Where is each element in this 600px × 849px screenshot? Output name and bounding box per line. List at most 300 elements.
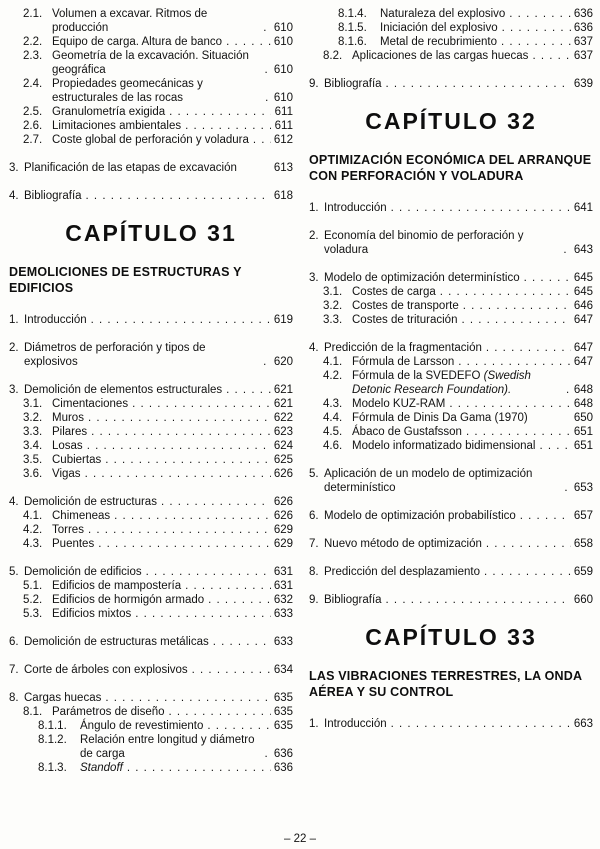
page-number: 660 <box>573 594 593 606</box>
toc-group <box>9 7 293 147</box>
page-number: 626 <box>273 468 293 480</box>
dot-leader <box>566 383 571 397</box>
toc-group <box>9 691 293 775</box>
dot-leader <box>466 425 571 439</box>
entry-title <box>24 383 222 397</box>
entry-number: 3.1. <box>23 398 43 410</box>
entry-number: 3.5. <box>23 454 43 466</box>
dot-leader <box>263 21 271 35</box>
entry-number: 4. <box>9 190 19 202</box>
entry-title <box>324 271 520 285</box>
page-number: 622 <box>273 412 293 424</box>
toc-entry <box>9 35 293 49</box>
entry-title-text: Planificación de las etapas de excavación <box>24 162 237 174</box>
entry-title <box>52 607 131 621</box>
entry-title <box>324 77 382 91</box>
toc-entry <box>9 663 293 677</box>
dot-leader <box>226 35 271 49</box>
column-2 <box>309 7 593 789</box>
entry-number: 4.6. <box>323 440 343 452</box>
entry-title <box>324 229 559 257</box>
toc-entry <box>309 717 593 731</box>
entry-title <box>380 21 498 35</box>
toc-group <box>9 565 293 621</box>
entry-number: 6. <box>9 636 19 648</box>
entry-number: 4.2. <box>23 524 43 536</box>
toc-entry <box>309 369 593 397</box>
page-number: 633 <box>273 608 293 620</box>
entry-title-text: Demolición de elementos estructurales <box>24 384 223 396</box>
page-number: 651 <box>573 426 593 438</box>
entry-title-text: Naturaleza del explosivo <box>380 8 506 20</box>
entry-title-text: Fórmula de Dinis Da Gama (1970) <box>352 412 528 424</box>
entry-title-text: Propiedades geomecánicas y estructurales de las rocas <box>52 78 203 104</box>
entry-title-text: Bibliografía <box>24 190 82 202</box>
entry-title <box>324 467 560 495</box>
dot-leader <box>185 579 271 593</box>
entry-number: 3.1. <box>323 286 343 298</box>
entry-number: 8.1.3. <box>38 762 67 774</box>
entry-title-text: Ábaco de Gustafsson <box>352 426 462 438</box>
entry-number: 8.1. <box>23 706 43 718</box>
toc-group <box>9 495 293 551</box>
entry-title-text: Standoff <box>80 762 123 774</box>
entry-number: 3.6. <box>23 468 43 480</box>
entry-number: 2.7. <box>23 134 43 146</box>
toc-entry <box>9 705 293 719</box>
entry-number: 5.1. <box>23 580 43 592</box>
entry-title-text: Vigas <box>52 468 81 480</box>
dot-leader <box>486 537 571 551</box>
dot-leader <box>484 565 571 579</box>
entry-title <box>52 397 128 411</box>
toc-group <box>309 229 593 257</box>
entry-number: 8.1.5. <box>338 22 367 34</box>
page-number: 632 <box>273 594 293 606</box>
entry-title <box>380 35 497 49</box>
toc-entry <box>309 439 593 453</box>
entry-title <box>52 105 165 119</box>
entry-number: 2.5. <box>23 106 43 118</box>
toc-columns <box>9 7 593 789</box>
entry-title <box>80 761 123 775</box>
entry-number: 9. <box>309 78 319 90</box>
entry-title <box>24 161 237 175</box>
toc-group <box>9 383 293 481</box>
entry-number: 2.2. <box>23 36 43 48</box>
dot-leader <box>161 495 271 509</box>
page-number: 648 <box>573 398 593 410</box>
toc-entry <box>309 299 593 313</box>
dot-leader <box>440 285 571 299</box>
dot-leader <box>461 313 571 327</box>
entry-title-text: Parámetros de diseño <box>52 706 165 718</box>
entry-number: 8.1.2. <box>38 734 67 746</box>
entry-title <box>52 439 83 453</box>
dot-leader <box>213 635 271 649</box>
entry-title-text: Demolición de edificios <box>24 566 142 578</box>
entry-title <box>52 523 84 537</box>
page-number: 636 <box>273 762 293 774</box>
entry-title <box>352 285 436 299</box>
entry-title <box>52 467 81 481</box>
page-number: 643 <box>573 244 593 256</box>
entry-title <box>324 201 387 215</box>
page-number: 653 <box>573 482 593 494</box>
entry-number: 9. <box>309 594 319 606</box>
entry-title <box>352 313 457 327</box>
entry-title <box>52 453 101 467</box>
toc-entry <box>9 691 293 705</box>
toc-entry <box>309 425 593 439</box>
entry-title <box>324 537 482 551</box>
entry-title-text: Edificios de mampostería <box>52 580 182 592</box>
toc-entry <box>9 453 293 467</box>
toc-group <box>9 161 293 175</box>
dot-leader <box>265 91 271 105</box>
page-number: 633 <box>273 636 293 648</box>
dot-leader <box>105 691 271 705</box>
dot-leader <box>132 397 271 411</box>
dot-leader <box>501 35 571 49</box>
entry-title-text: Ángulo de revestimiento <box>80 720 204 732</box>
page-number: 645 <box>573 272 593 284</box>
entry-title <box>352 425 462 439</box>
chapter-subtitle: DEMOLICIONES DE ESTRUCTURAS Y EDIFICIOS <box>9 265 242 295</box>
entry-title <box>52 411 84 425</box>
page-number: 635 <box>273 720 293 732</box>
page-number: 610 <box>273 92 293 104</box>
page-number: 626 <box>273 496 293 508</box>
entry-title <box>52 579 181 593</box>
entry-title-text: Modelo de optimización probabilístico <box>324 510 516 522</box>
entry-number: 2.3. <box>23 50 43 62</box>
entry-title-text: Cargas huecas <box>24 692 102 704</box>
column-1 <box>9 7 293 789</box>
dot-leader <box>391 717 571 731</box>
entry-title-text: Torres <box>52 524 84 536</box>
toc-entry <box>9 537 293 551</box>
dot-leader <box>91 313 271 327</box>
page-number: 619 <box>273 314 293 326</box>
page-number: 651 <box>573 440 593 452</box>
toc-group <box>9 635 293 649</box>
toc-group <box>309 7 593 63</box>
entry-title <box>324 509 516 523</box>
entry-title-text: Introducción <box>324 202 387 214</box>
dot-leader <box>263 355 271 369</box>
entry-title-text: Economía del binomio de perforación y voladura <box>324 230 524 256</box>
page-footer: – 22 – <box>284 833 316 845</box>
page-number: 612 <box>273 134 293 146</box>
page-number: 631 <box>273 566 293 578</box>
dot-leader <box>265 747 271 761</box>
dot-leader <box>391 201 571 215</box>
page-number: 647 <box>573 314 593 326</box>
entry-title-text: Predicción de la fragmentación <box>324 342 482 354</box>
toc-entry <box>9 119 293 133</box>
dot-leader <box>386 593 571 607</box>
toc-group <box>9 189 293 203</box>
dot-leader <box>502 21 571 35</box>
page-number: 610 <box>273 22 293 34</box>
page-number: 621 <box>273 384 293 396</box>
entry-title-text: Pilares <box>52 426 88 438</box>
entry-title-text: Metal de recubrimiento <box>380 36 497 48</box>
entry-title-text: Diámetros de perforación y tipos de explosivos <box>24 342 206 368</box>
page-number: 646 <box>573 300 593 312</box>
toc-group <box>309 717 593 731</box>
entry-title <box>352 439 535 453</box>
entry-number: 4. <box>9 496 19 508</box>
entry-number: 2.6. <box>23 120 43 132</box>
entry-title-text: Bibliografía <box>324 594 382 606</box>
chapter-heading: CAPÍTULO 31 <box>65 220 237 246</box>
entry-title-text: Aplicaciones de las cargas huecas <box>352 50 529 62</box>
toc-entry <box>9 189 293 203</box>
page-number: 611 <box>274 106 293 118</box>
entry-number: 7. <box>309 538 319 550</box>
page-number: 647 <box>573 356 593 368</box>
toc-entry <box>309 593 593 607</box>
toc-entry <box>9 607 293 621</box>
chapter-heading: CAPÍTULO 32 <box>365 108 537 134</box>
entry-title <box>52 509 110 523</box>
toc-group <box>309 593 593 607</box>
entry-title <box>52 7 259 35</box>
dot-leader <box>449 397 571 411</box>
dot-leader <box>146 565 271 579</box>
toc-entry <box>309 341 593 355</box>
page-number: 621 <box>273 398 293 410</box>
page-number: 657 <box>573 510 593 522</box>
toc-entry <box>9 733 293 761</box>
page-number: 635 <box>273 692 293 704</box>
dot-leader <box>192 663 271 677</box>
dot-leader <box>264 63 271 77</box>
chapter-heading: CAPÍTULO 33 <box>365 624 537 650</box>
toc-entry <box>9 495 293 509</box>
page-number: 624 <box>273 440 293 452</box>
chapter-subtitle: LAS VIBRACIONES TERRESTRES, LA ONDA AÉREA Y SU CONTROL <box>309 669 582 699</box>
dot-leader <box>486 341 571 355</box>
entry-title <box>352 49 528 63</box>
entry-number: 8.1.6. <box>338 36 367 48</box>
entry-number: 5. <box>309 468 319 480</box>
toc-entry <box>9 313 293 327</box>
entry-number: 2. <box>309 230 319 242</box>
page-number: 610 <box>273 64 293 76</box>
entry-title <box>352 411 528 425</box>
entry-number: 5.2. <box>23 594 43 606</box>
entry-number: 3.4. <box>23 440 43 452</box>
entry-title <box>52 49 260 77</box>
page-number: 636 <box>573 22 593 34</box>
toc-entry <box>309 509 593 523</box>
dot-leader <box>86 189 271 203</box>
page-number: 641 <box>573 202 593 214</box>
entry-title-text: Coste global de perforación y voladura <box>52 134 249 146</box>
toc-group <box>309 341 593 453</box>
toc-group <box>309 565 593 579</box>
toc-entry <box>9 425 293 439</box>
entry-title-text: Limitaciones ambientales <box>52 120 182 132</box>
entry-number: 4.2. <box>323 370 343 382</box>
page-number: 659 <box>573 566 593 578</box>
entry-title-segment: Fórmula de la SVEDEFO <box>352 370 484 382</box>
entry-title <box>324 717 387 731</box>
toc-entry <box>309 355 593 369</box>
entry-number: 3. <box>9 384 19 396</box>
entry-number: 4.1. <box>23 510 43 522</box>
toc-entry <box>309 77 593 91</box>
toc-entry <box>309 271 593 285</box>
dot-leader <box>91 425 271 439</box>
dot-leader <box>98 537 271 551</box>
entry-number: 3. <box>9 162 19 174</box>
entry-title <box>52 593 204 607</box>
entry-title <box>24 691 101 705</box>
page-number: 634 <box>273 664 293 676</box>
page-number: 645 <box>573 286 593 298</box>
page-number: 625 <box>273 454 293 466</box>
toc-entry <box>309 565 593 579</box>
page-number: 611 <box>274 120 293 132</box>
toc-group <box>9 341 293 369</box>
entry-title <box>52 35 222 49</box>
entry-title-segment: (Swedish Detonic Research Foundation). <box>352 370 531 396</box>
toc-entry <box>309 201 593 215</box>
dot-leader <box>185 119 271 133</box>
page-number: 631 <box>273 580 293 592</box>
entry-title-text: Equipo de carga. Altura de banco <box>52 36 223 48</box>
toc-entry <box>9 761 293 775</box>
page-number: 626 <box>273 510 293 522</box>
entry-title-text: Demolición de estructuras <box>24 496 157 508</box>
dot-leader <box>114 509 271 523</box>
entry-number: 3. <box>309 272 319 284</box>
page-number: 629 <box>273 538 293 550</box>
toc-entry <box>309 467 593 495</box>
entry-title-text: Volumen a excavar. Ritmos de producción <box>52 8 208 34</box>
dot-leader <box>386 77 571 91</box>
dot-leader <box>463 299 571 313</box>
entry-title-text: Costes de trituración <box>352 314 458 326</box>
toc-entry <box>309 285 593 299</box>
entry-title-text: Edificios de hormigón armado <box>52 594 205 606</box>
dot-leader <box>253 133 271 147</box>
entry-number: 3.2. <box>23 412 43 424</box>
toc-entry <box>9 7 293 35</box>
toc-group <box>309 537 593 551</box>
dot-leader <box>85 467 271 481</box>
entry-number: 2. <box>9 342 19 354</box>
entry-title-text: Costes de carga <box>352 286 436 298</box>
page-number: 636 <box>273 748 293 760</box>
page-number: 650 <box>573 412 593 424</box>
dot-leader <box>564 481 571 495</box>
entry-title <box>52 133 249 147</box>
page-number: 629 <box>273 524 293 536</box>
toc-group <box>9 663 293 677</box>
page-number: 636 <box>573 8 593 20</box>
entry-title <box>24 313 87 327</box>
entry-number: 4.5. <box>323 426 343 438</box>
toc-entry <box>9 509 293 523</box>
entry-title-text: Cubiertas <box>52 454 102 466</box>
entry-title <box>352 397 445 411</box>
entry-title <box>52 705 165 719</box>
entry-number: 8.1.1. <box>38 720 67 732</box>
entry-number: 8. <box>309 566 319 578</box>
dot-leader <box>539 439 571 453</box>
entry-number: 4.3. <box>23 538 43 550</box>
page-number: 618 <box>273 190 293 202</box>
dot-leader <box>226 383 271 397</box>
entry-number: 3.2. <box>323 300 343 312</box>
toc-group <box>9 313 293 327</box>
entry-title-text: Losas <box>52 440 83 452</box>
toc-entry <box>9 635 293 649</box>
entry-title-text: Edificios mixtos <box>52 608 132 620</box>
entry-number: 6. <box>309 510 319 522</box>
toc-group <box>309 509 593 523</box>
page-number: 610 <box>273 36 293 48</box>
toc-entry <box>309 7 593 21</box>
entry-number: 1. <box>9 314 19 326</box>
toc-entry <box>9 565 293 579</box>
page-number: 639 <box>573 78 593 90</box>
toc-entry <box>9 383 293 397</box>
entry-title <box>52 537 94 551</box>
entry-title-text: Modelo KUZ-RAM <box>352 398 446 410</box>
page-number: 648 <box>573 384 593 396</box>
page-number: 620 <box>273 356 293 368</box>
dot-leader <box>169 705 271 719</box>
toc-entry <box>9 49 293 77</box>
page-number: 613 <box>273 162 293 174</box>
entry-title <box>52 77 261 105</box>
dot-leader <box>88 411 271 425</box>
entry-title <box>24 565 142 579</box>
entry-title <box>324 341 482 355</box>
toc-entry <box>9 397 293 411</box>
toc-entry <box>309 397 593 411</box>
entry-title-text: Geometría de la excavación. Situación geográfica <box>52 50 249 76</box>
entry-title-text: Corte de árboles con explosivos <box>24 664 188 676</box>
page-number: 635 <box>273 706 293 718</box>
entry-title-text: Muros <box>52 412 84 424</box>
page-number: 647 <box>573 342 593 354</box>
entry-title <box>80 733 261 761</box>
page-number: 658 <box>573 538 593 550</box>
entry-title <box>52 119 181 133</box>
entry-title <box>352 369 562 397</box>
toc-group <box>309 271 593 327</box>
entry-title-text: Costes de transporte <box>352 300 459 312</box>
page-number: 663 <box>573 718 593 730</box>
toc-entry <box>9 411 293 425</box>
entry-number: 8. <box>9 692 19 704</box>
entry-title-text: Bibliografía <box>324 78 382 90</box>
entry-title-text: Granulometría exigida <box>52 106 166 118</box>
dot-leader <box>520 509 571 523</box>
entry-title-text: Fórmula de Larsson <box>352 356 455 368</box>
entry-title-text: Nuevo método de optimización <box>324 538 482 550</box>
entry-title <box>324 593 382 607</box>
entry-title <box>352 355 454 369</box>
toc-entry <box>9 105 293 119</box>
